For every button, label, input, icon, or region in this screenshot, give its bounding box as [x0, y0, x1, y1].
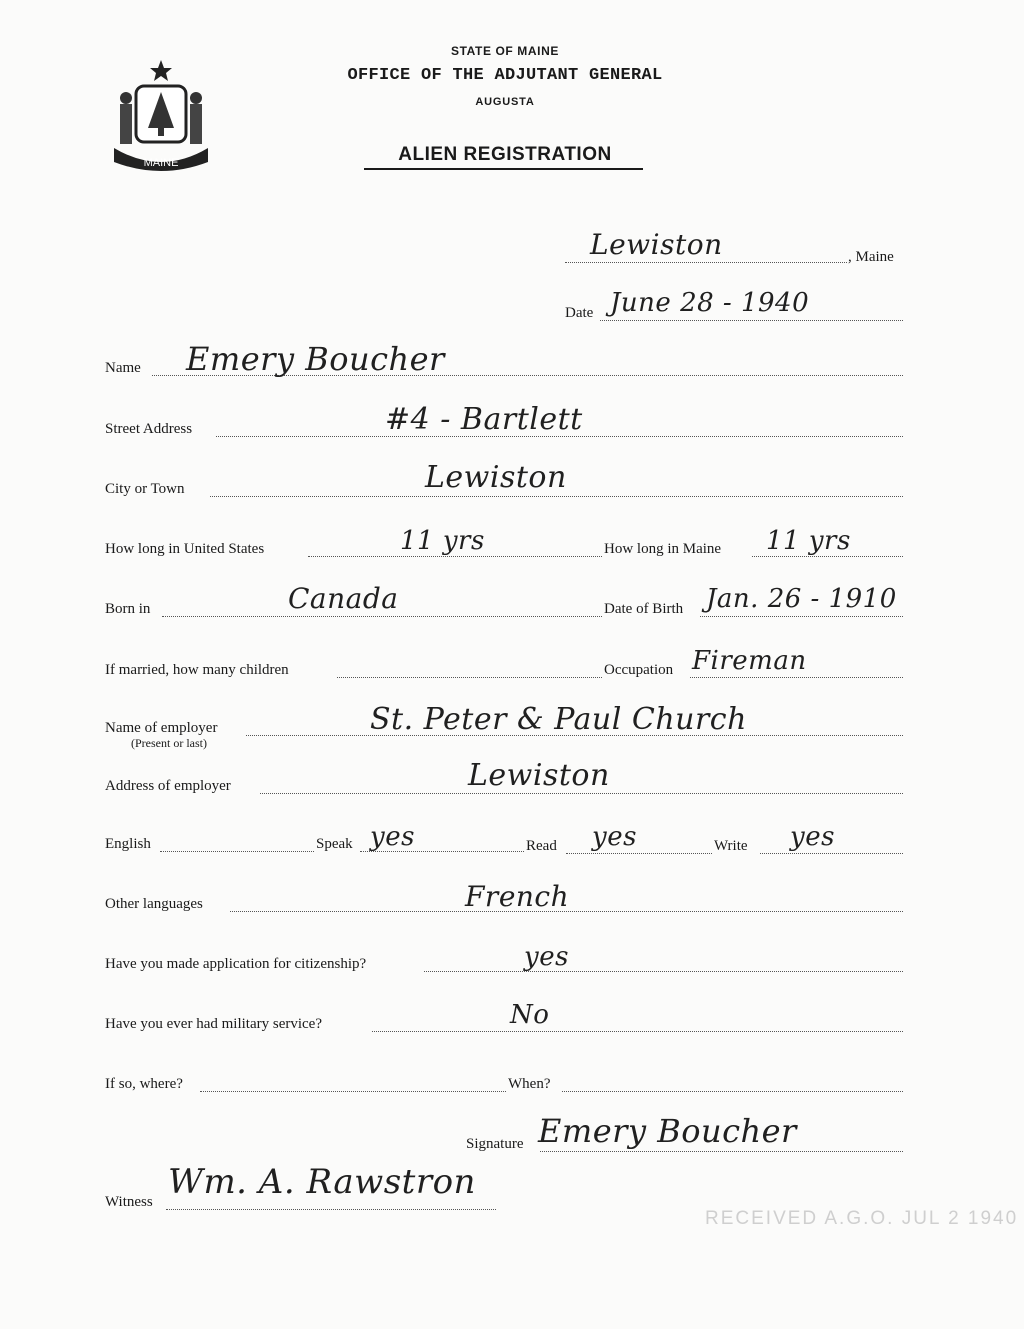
occupation-line: [690, 677, 903, 678]
street-value: #4 - Bartlett: [385, 402, 583, 437]
signature-value: Emery Boucher: [538, 1112, 797, 1150]
occupation-label: Occupation: [604, 662, 674, 678]
city-heading: AUGUSTA: [475, 96, 535, 108]
children-line: [337, 677, 602, 678]
witness-value: Wm. A. Rawstron: [168, 1162, 476, 1202]
speak-label: Speak: [316, 836, 353, 852]
when-line: [562, 1091, 903, 1092]
signature-line: [540, 1151, 903, 1152]
city-value: Lewiston: [425, 460, 567, 495]
military-line: [372, 1031, 903, 1032]
place-suffix: , Maine: [848, 249, 894, 265]
dob-value: Jan. 26 - 1910: [706, 584, 897, 614]
citizenship-value: yes: [524, 942, 569, 972]
employer-sublabel: (Present or last): [131, 736, 207, 750]
name-value: Emery Boucher: [186, 340, 445, 378]
english-line: [160, 851, 314, 852]
employer-label: Name of employer: [105, 720, 218, 736]
military-label: Have you ever had military service?: [105, 1016, 322, 1032]
title-underline: [364, 168, 643, 170]
other-languages-label: Other languages: [105, 896, 203, 912]
where-label: If so, where?: [105, 1076, 183, 1092]
date-value: June 28 - 1940: [610, 288, 810, 318]
children-label: If married, how many children: [105, 662, 289, 678]
office-heading: OFFICE OF THE ADJUTANT GENERAL: [347, 66, 663, 85]
where-line: [200, 1091, 506, 1092]
dob-line: [700, 616, 903, 617]
signature-label: Signature: [466, 1136, 524, 1152]
city-line: [210, 496, 903, 497]
employer-value: St. Peter & Paul Church: [370, 702, 747, 737]
us-duration-line: [308, 556, 602, 557]
received-stamp: RECEIVED A.G.O. JUL 2 1940: [705, 1208, 1019, 1229]
occupation-value: Fireman: [692, 646, 807, 676]
read-line: [566, 853, 712, 854]
citizenship-label: Have you made application for citizenship?: [105, 956, 367, 972]
english-label: English: [105, 836, 151, 852]
read-label: Read: [526, 838, 557, 854]
write-label: Write: [714, 838, 748, 854]
birthplace-line: [162, 616, 602, 617]
read-value: yes: [592, 822, 637, 852]
place-value: Lewiston: [590, 228, 723, 261]
city-label: City or Town: [105, 481, 185, 497]
speak-value: yes: [370, 822, 415, 852]
date-line: [600, 320, 903, 321]
place-line: [565, 262, 847, 263]
us-duration-value: 11 yrs: [400, 526, 485, 556]
name-label: Name: [105, 360, 141, 376]
employer-address-value: Lewiston: [468, 758, 610, 793]
write-value: yes: [790, 822, 835, 852]
write-line: [760, 853, 903, 854]
state-heading: STATE OF MAINE: [451, 44, 559, 58]
employer-address-line: [260, 793, 903, 794]
maine-duration-line: [752, 556, 903, 557]
maine-duration-label: How long in Maine: [604, 541, 722, 557]
employer-address-label: Address of employer: [105, 778, 231, 794]
us-duration-label: How long in United States: [105, 541, 265, 557]
birthplace-label: Born in: [105, 601, 151, 617]
citizenship-line: [424, 971, 903, 972]
witness-label: Witness: [105, 1194, 153, 1210]
witness-line: [166, 1209, 496, 1210]
maine-duration-value: 11 yrs: [766, 526, 851, 556]
when-label: When?: [508, 1076, 551, 1092]
dob-label: Date of Birth: [604, 601, 684, 617]
birthplace-value: Canada: [288, 582, 399, 615]
military-value: No: [510, 1000, 550, 1030]
form-title: ALIEN REGISTRATION: [398, 144, 612, 165]
svg-text:MAINE: MAINE: [143, 157, 179, 169]
date-label: Date: [565, 305, 594, 321]
street-label: Street Address: [105, 421, 193, 437]
other-languages-value: French: [465, 880, 570, 913]
